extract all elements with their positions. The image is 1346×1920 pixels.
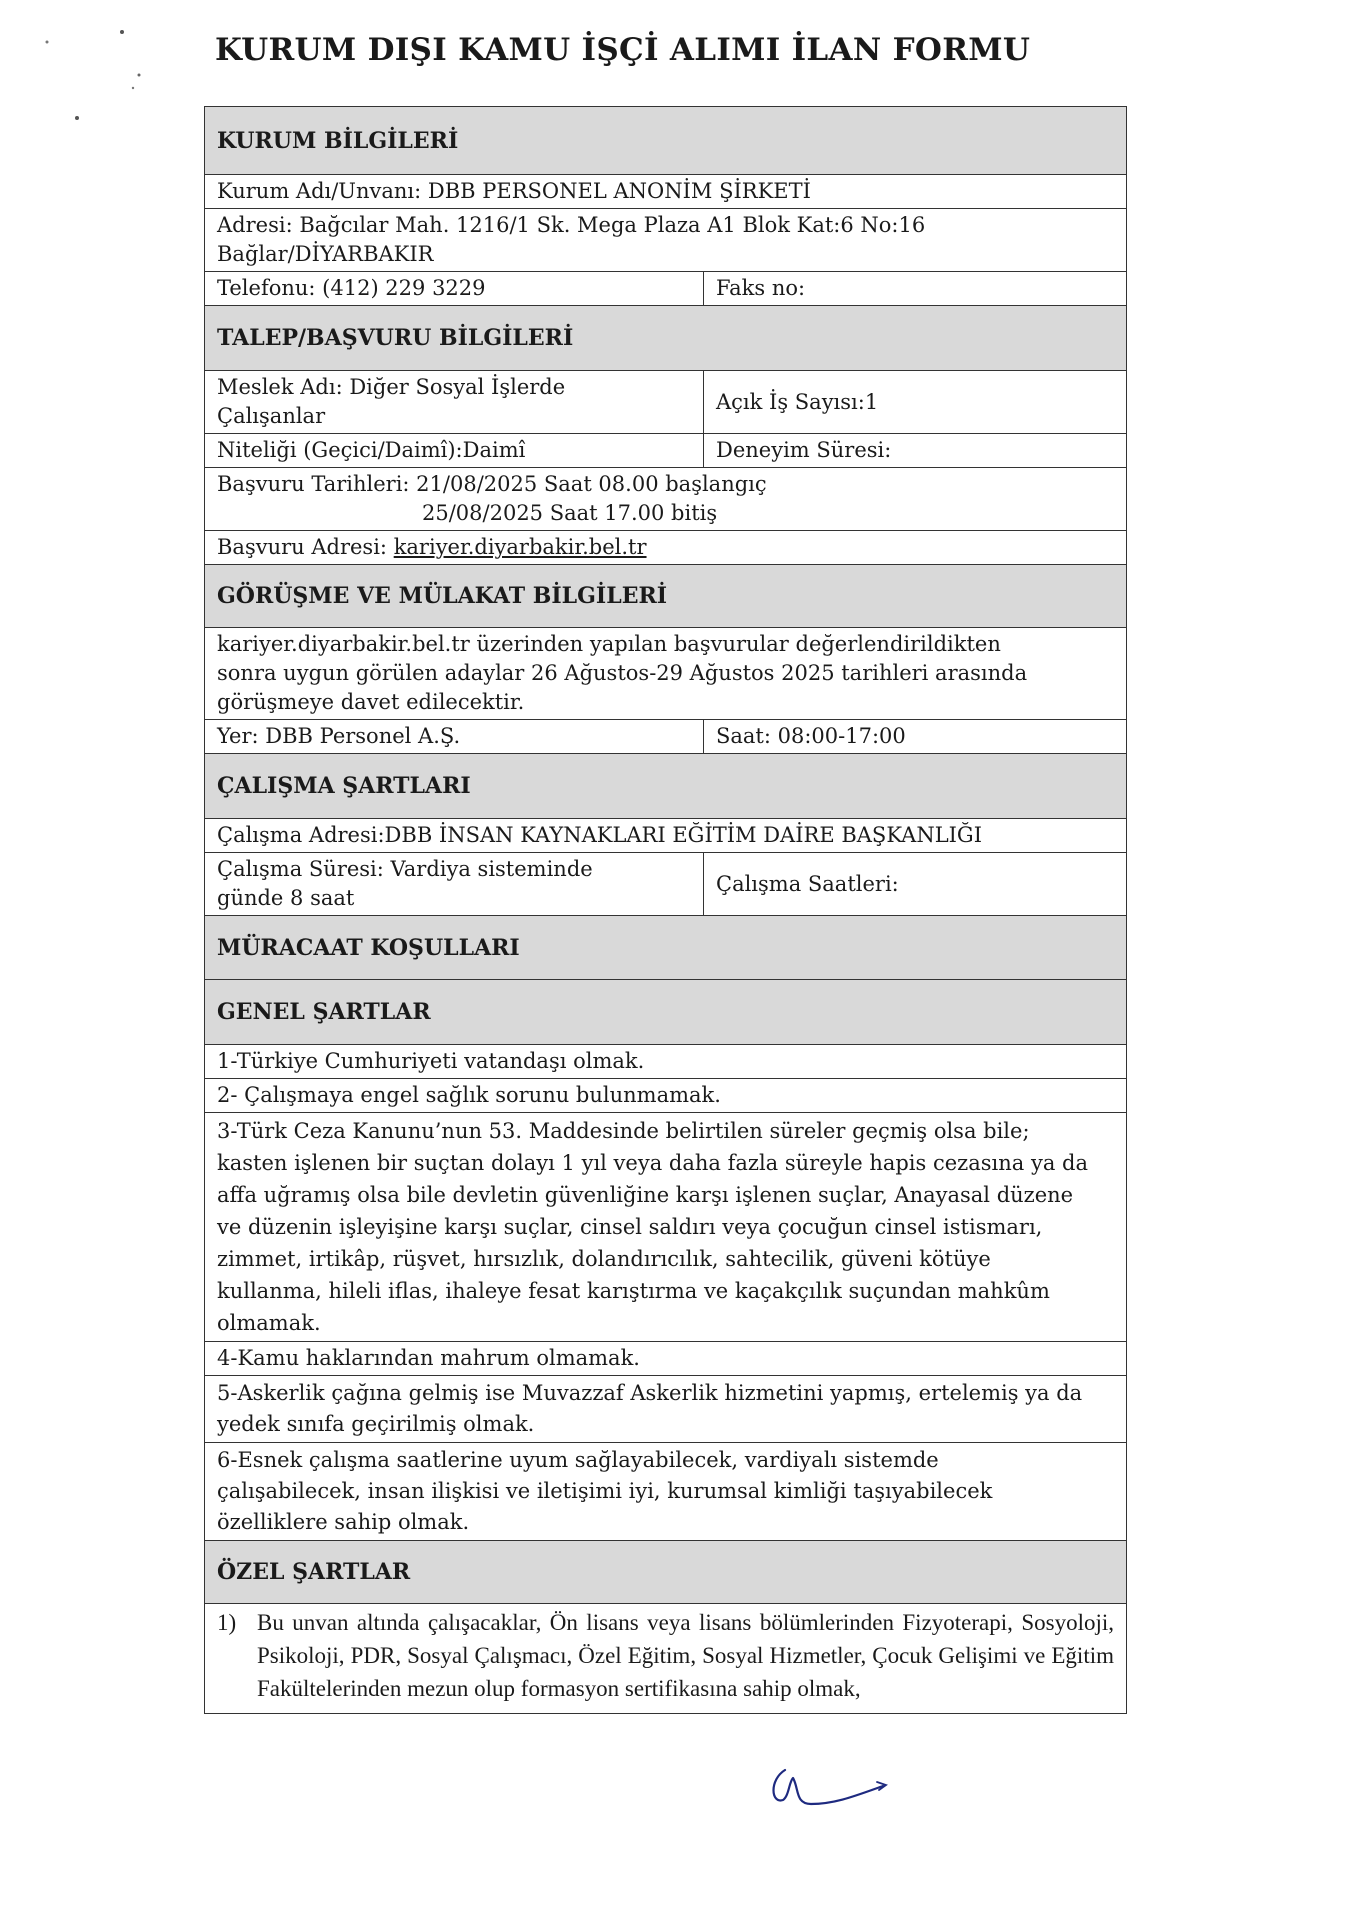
gorusme-yer: Yer: DBB Personel A.Ş. bbox=[205, 720, 704, 753]
section-muracaat-kosullari: MÜRACAAT KOŞULLARI bbox=[205, 916, 1126, 980]
row-gorusme-aciklama bbox=[205, 628, 1126, 720]
section-calisma-sartlari: ÇALIŞMA ŞARTLARI bbox=[205, 754, 1126, 819]
announcement-form bbox=[204, 106, 1127, 1714]
basvuru-tarihleri-bitis: 25/08/2025 Saat 17.00 bitiş bbox=[422, 501, 718, 525]
calisma-saatleri: Çalışma Saatleri: bbox=[716, 871, 899, 896]
gorusme-aciklama-line3: görüşmeye davet edilecektir. bbox=[217, 690, 525, 714]
genel-sart-6: 6-Esnek çalışma saatlerine uyum sağlayabilecek, vardiyalı sistemde çalışabilecek, insan ilişkisi ve iletişimi iyi, kurumsal kimliği taşıyabilecek özelliklere sahip olmak. bbox=[217, 1448, 993, 1534]
row-genel-3 bbox=[205, 1113, 1126, 1342]
gorusme-aciklama bbox=[205, 628, 1126, 719]
row-genel-6 bbox=[205, 1443, 1126, 1541]
niteligi: Niteliği (Geçici/Daimî):Daimî bbox=[205, 434, 704, 467]
row-genel-5 bbox=[205, 1376, 1126, 1443]
row-basvuru-tarihleri bbox=[205, 468, 1126, 531]
basvuru-adresi-label: Başvuru Adresi: bbox=[217, 535, 394, 559]
row-telefon-faks bbox=[205, 272, 1126, 306]
row-calisma-adresi bbox=[205, 819, 1126, 853]
gorusme-saat: Saat: 08:00-17:00 bbox=[716, 724, 906, 748]
basvuru-adresi-link[interactable]: kariyer.diyarbakir.bel.tr bbox=[393, 535, 647, 559]
calisma-suresi bbox=[205, 853, 704, 915]
genel-sart-4: 4-Kamu haklarından mahrum olmamak. bbox=[217, 1346, 640, 1370]
calisma-adresi: Çalışma Adresi:DBB İNSAN KAYNAKLARI EĞİTİM DAİRE BAŞKANLIĞI bbox=[217, 823, 983, 847]
section-talep-basvuru: TALEP/BAŞVURU BİLGİLERİ bbox=[205, 306, 1126, 371]
section-genel-sartlar: GENEL ŞARTLAR bbox=[205, 980, 1126, 1045]
ozel-sart-1 bbox=[205, 1604, 1126, 1713]
genel-sart-1: 1-Türkiye Cumhuriyeti vatandaşı olmak. bbox=[217, 1049, 645, 1073]
kurum-adres-line2: Bağlar/DİYARBAKIR bbox=[217, 242, 434, 266]
section-gorusme-mulakat: GÖRÜŞME VE MÜLAKAT BİLGİLERİ bbox=[205, 565, 1126, 628]
faks: Faks no: bbox=[716, 276, 806, 300]
genel-sart-2: 2- Çalışmaya engel sağlık sorunu bulunmamak. bbox=[217, 1083, 721, 1107]
row-yer-saat bbox=[205, 720, 1126, 754]
deneyim-suresi: Deneyim Süresi: bbox=[716, 438, 892, 462]
ozel-sart-1-number: 1) bbox=[217, 1610, 237, 1635]
meslek-adi bbox=[205, 371, 704, 433]
row-kurum-adi bbox=[205, 175, 1126, 209]
meslek-adi-line2: Çalışanlar bbox=[217, 404, 326, 428]
scan-specks bbox=[0, 0, 160, 140]
row-nitelik bbox=[205, 434, 1126, 468]
telefon: Telefonu: (412) 229 3229 bbox=[205, 272, 704, 305]
section-ozel-sartlar: ÖZEL ŞARTLAR bbox=[205, 1541, 1126, 1604]
calisma-suresi-line2: günde 8 saat bbox=[217, 886, 355, 910]
genel-sart-5: 5-Askerlik çağına gelmiş ise Muvazzaf Askerlik hizmetini yapmış, ertelemiş ya da yedek sınıfa geçirilmiş olmak. bbox=[217, 1381, 1083, 1436]
row-calisma-suresi bbox=[205, 853, 1126, 916]
meslek-adi-line1: Meslek Adı: Diğer Sosyal İşlerde bbox=[217, 375, 566, 399]
calisma-suresi-line1: Çalışma Süresi: Vardiya sisteminde bbox=[217, 857, 593, 881]
acik-is-sayisi: Açık İş Sayısı:1 bbox=[716, 389, 879, 414]
row-ozel-1 bbox=[205, 1604, 1126, 1713]
kurum-adres-line1: Adresi: Bağcılar Mah. 1216/1 Sk. Mega Plaza A1 Blok Kat:6 No:16 bbox=[217, 213, 926, 237]
basvuru-tarihleri bbox=[205, 468, 1126, 530]
kurum-adi: Kurum Adı/Unvanı: DBB PERSONEL ANONİM ŞİRKETİ bbox=[217, 179, 811, 203]
basvuru-adresi bbox=[205, 531, 1126, 564]
row-genel-2 bbox=[205, 1079, 1126, 1113]
handwritten-signature bbox=[755, 1752, 905, 1822]
row-basvuru-adresi bbox=[205, 531, 1126, 565]
kurum-adres bbox=[205, 209, 1126, 271]
form-title: KURUM DIŞI KAMU İŞÇİ ALIMI İLAN FORMU bbox=[215, 32, 1031, 68]
row-genel-4 bbox=[205, 1342, 1126, 1376]
row-meslek bbox=[205, 371, 1126, 434]
gorusme-aciklama-line1: kariyer.diyarbakir.bel.tr üzerinden yapılan başvurular değerlendirildikten bbox=[217, 632, 1001, 656]
row-adres bbox=[205, 209, 1126, 272]
gorusme-aciklama-line2: sonra uygun görülen adaylar 26 Ağustos-29 Ağustos 2025 tarihleri arasında bbox=[217, 661, 1028, 685]
section-kurum-bilgileri: KURUM BİLGİLERİ bbox=[205, 107, 1126, 175]
row-genel-1 bbox=[205, 1045, 1126, 1079]
genel-sart-3: 3-Türk Ceza Kanunu’nun 53. Maddesinde belirtilen süreler geçmiş olsa bile; kasten işlenen bir suçtan dolayı 1 yıl veya daha fazla süreyle hapis cezasına ya da affa uğramış olsa bile devletin güvenliğine karşı işlenen suçlar, Anayasal düzene ve düzenin işleyişine karşı suçlar, cinsel saldırı veya çocuğun cinsel istismarı, zimmet, irtikâp, rüşvet, hırsızlık, dolandırıcılık, sahtecilik, güveni kötüye kullanma, hileli iflas, ihaleye fesat karıştırma ve kaçakçılık suçundan mahkûm olmamak. bbox=[217, 1119, 1088, 1335]
basvuru-tarihleri-baslangic: Başvuru Tarihleri: 21/08/2025 Saat 08.00 başlangıç bbox=[217, 472, 767, 496]
ozel-sart-1-text: Bu unvan altında çalışacaklar, Ön lisans veya lisans bölümlerinden Fizyoterapi, Sosyoloji, Psikoloji, PDR, Sosyal Çalışmacı, Özel Eğitim, Sosyal Hizmetler, Çocuk Gelişimi ve Eğitim Fakültelerinden mezun olup formasyon sertifikasına sahip olmak, bbox=[257, 1610, 1114, 1701]
